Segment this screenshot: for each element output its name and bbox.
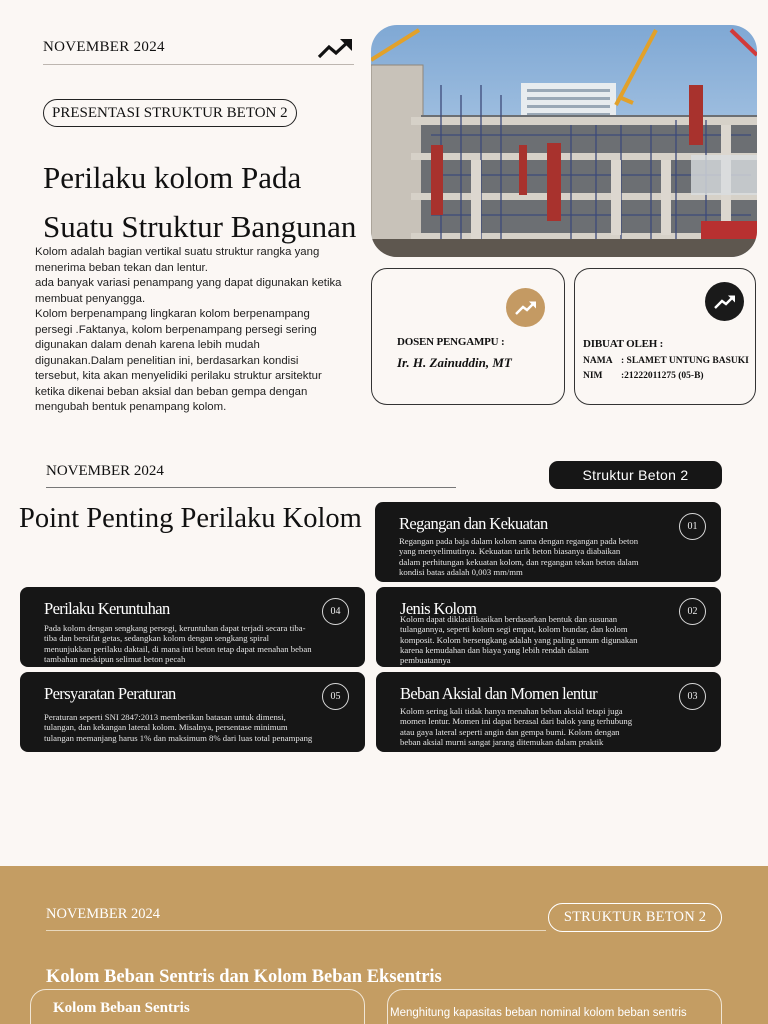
- text-line: tulangannya, seperti kolom segi empat, kolom bundar, dan kolom: [400, 624, 628, 635]
- text-line: Kolom dapat diklasifikasikan berdasarkan bentuk dan susunan: [400, 614, 618, 624]
- text-line: tulangan, dan kekangan lateral kolom. Misalnya, persentase minimum: [44, 722, 288, 733]
- point-card-05: [20, 672, 365, 752]
- text-line: Kolom adalah bagian vertikal suatu struktur rangka yang: [35, 246, 320, 258]
- divider: [46, 487, 456, 488]
- point-card-01: [375, 502, 721, 582]
- text-line: karena kemudahan dan biaya yang lebih rendah dalam: [400, 644, 589, 655]
- course-pill: Struktur Beton 2: [549, 461, 722, 489]
- author-nim-row: [583, 371, 704, 381]
- construction-site-photo: [371, 25, 757, 257]
- nominal-capacity-text: Menghitung kapasitas beban nominal kolom beban sentris: [390, 1007, 687, 1019]
- author-label: DIBUAT OLEH :: [583, 338, 664, 350]
- text-line: yang menyelimutinya. Kekuatan tarik beton biasanya diabaikan: [399, 546, 621, 557]
- text-line: Kolom sering kali tidak hanya menahan beban aksial tetapi juga: [400, 706, 623, 716]
- point-card-03: [376, 672, 721, 752]
- section1-date: NOVEMBER 2024: [43, 39, 165, 55]
- course-pill: STRUKTUR BETON 2: [548, 903, 722, 932]
- trending-up-icon: [705, 282, 744, 321]
- text-line: digunakan dalam denah karena lebih mudah: [35, 339, 260, 351]
- nominal-capacity-card: [387, 989, 722, 1024]
- point-card-04: [20, 587, 365, 667]
- text-line: Peraturan seperti SNI 2847:2013 memberikan batasan untuk dimensi,: [44, 712, 286, 722]
- text-line: persegi .Faktanya, kolom berpenampang persegi sering: [35, 323, 317, 336]
- text-line: beban aksial murni sangat jarang ditemukan dalam praktik: [400, 736, 604, 747]
- point-card-title: Regangan dan Kekuatan: [399, 514, 548, 533]
- point-card-text: [399, 536, 639, 577]
- point-card-number: 03: [679, 683, 706, 710]
- point-card-text: [400, 706, 632, 747]
- trending-up-icon: [316, 36, 354, 60]
- text-line: Kolom berpenampang lingkaran kolom berpenampang: [35, 308, 310, 320]
- text-line: tersebut, kita akan menyelidiki perilaku struktur arsitektur: [35, 370, 322, 382]
- text-line: atau gaya lateral seperti angin dan gempa bumi. Kolom dengan: [400, 726, 620, 737]
- point-card-02: [376, 587, 721, 667]
- text-line: tambahan meskipun selimut beton pecah: [44, 653, 186, 664]
- section3-panel: [0, 866, 768, 1024]
- trending-up-icon: [506, 288, 545, 327]
- point-card-text: [400, 614, 637, 665]
- point-card-text: [44, 712, 312, 743]
- point-card-title: Jenis Kolom: [400, 599, 477, 618]
- section3-title: Kolom Beban Sentris dan Kolom Beban Eksentris: [46, 967, 442, 987]
- text-line: digunakan.Dalam penelitian ini, berdasarkan kondisi: [35, 354, 299, 367]
- point-card-number: 01: [679, 513, 706, 540]
- text-line: kondisi batas adalah 0,003 mm/mm: [399, 566, 523, 577]
- divider: [46, 930, 546, 931]
- point-card-number: 05: [322, 683, 349, 710]
- title-line-1: Perilaku kolom Pada: [43, 160, 302, 195]
- text-line: tulangan memanjang harus 1% dan maksimum 8% dari luas total penampang: [44, 732, 313, 743]
- point-card-title: Perilaku Keruntuhan: [44, 599, 170, 618]
- lecturer-card: [371, 268, 565, 405]
- nim-key: NIM: [583, 371, 603, 381]
- text-line: mengubah bentuk penampang kolom.: [35, 401, 227, 413]
- section2-date: NOVEMBER 2024: [46, 463, 164, 479]
- text-line: ada banyak variasi penampang yang dapat digunakan ketika: [35, 277, 342, 289]
- author-card: [574, 268, 756, 405]
- lecturer-label: DOSEN PENGAMPU :: [397, 336, 505, 348]
- point-card-number: 02: [679, 598, 706, 625]
- presentation-pill: PRESENTASI STRUKTUR BETON 2: [43, 99, 297, 127]
- text-line: tiba dan bersifat getas, sedangkan kolom dengan sengkang spiral: [44, 633, 270, 644]
- lecturer-name: Ir. H. Zainuddin, MT: [397, 355, 512, 370]
- point-card-title: Persyaratan Peraturan: [44, 684, 176, 703]
- centric-load-card: [30, 989, 365, 1024]
- text-line: ketika dikenai beban aksial dan beban gempa dengan: [35, 385, 308, 398]
- text-line: menunjukkan perilaku daktail, di mana inti beton tetap dapat menahan beban: [44, 643, 312, 654]
- page-title: [43, 153, 373, 251]
- text-line: pembuatannya: [400, 655, 451, 666]
- point-card-number: 04: [322, 598, 349, 625]
- text-line: momen lentur. Momen ini dapat berasal dari balok yang terhubung: [400, 716, 633, 727]
- divider: [43, 64, 354, 65]
- section3-date: NOVEMBER 2024: [46, 906, 160, 922]
- author-name-row: [583, 356, 749, 366]
- section2-title: Point Penting Perilaku Kolom: [19, 503, 362, 534]
- text-line: menerima beban tekan dan lentur.: [35, 261, 208, 274]
- text-line: Pada kolom dengan sengkang persegi, keruntuhan dapat terjadi secara tiba-: [44, 623, 306, 633]
- point-card-text: [44, 623, 312, 664]
- text-line: dalam perhitungan kekuatan kolom, dan regangan tekan beton dalam: [399, 556, 639, 567]
- name-value: : SLAMET UNTUNG BASUKI: [621, 356, 749, 366]
- text-line: komposit. Kolom bersengkang adalah yang paling umum digunakan: [400, 634, 638, 645]
- text-line: membuat penyangga.: [35, 292, 146, 305]
- name-key: NAMA: [583, 356, 613, 366]
- title-line-2: Suatu Struktur Bangunan: [43, 209, 357, 244]
- point-card-title: Beban Aksial dan Momen lentur: [400, 684, 598, 703]
- intro-paragraph: [35, 245, 353, 416]
- text-line: Regangan pada baja dalam kolom sama dengan regangan pada beton: [399, 536, 639, 546]
- nim-value: :21222011275 (05-B): [621, 371, 704, 381]
- centric-load-title: Kolom Beban Sentris: [53, 1000, 190, 1016]
